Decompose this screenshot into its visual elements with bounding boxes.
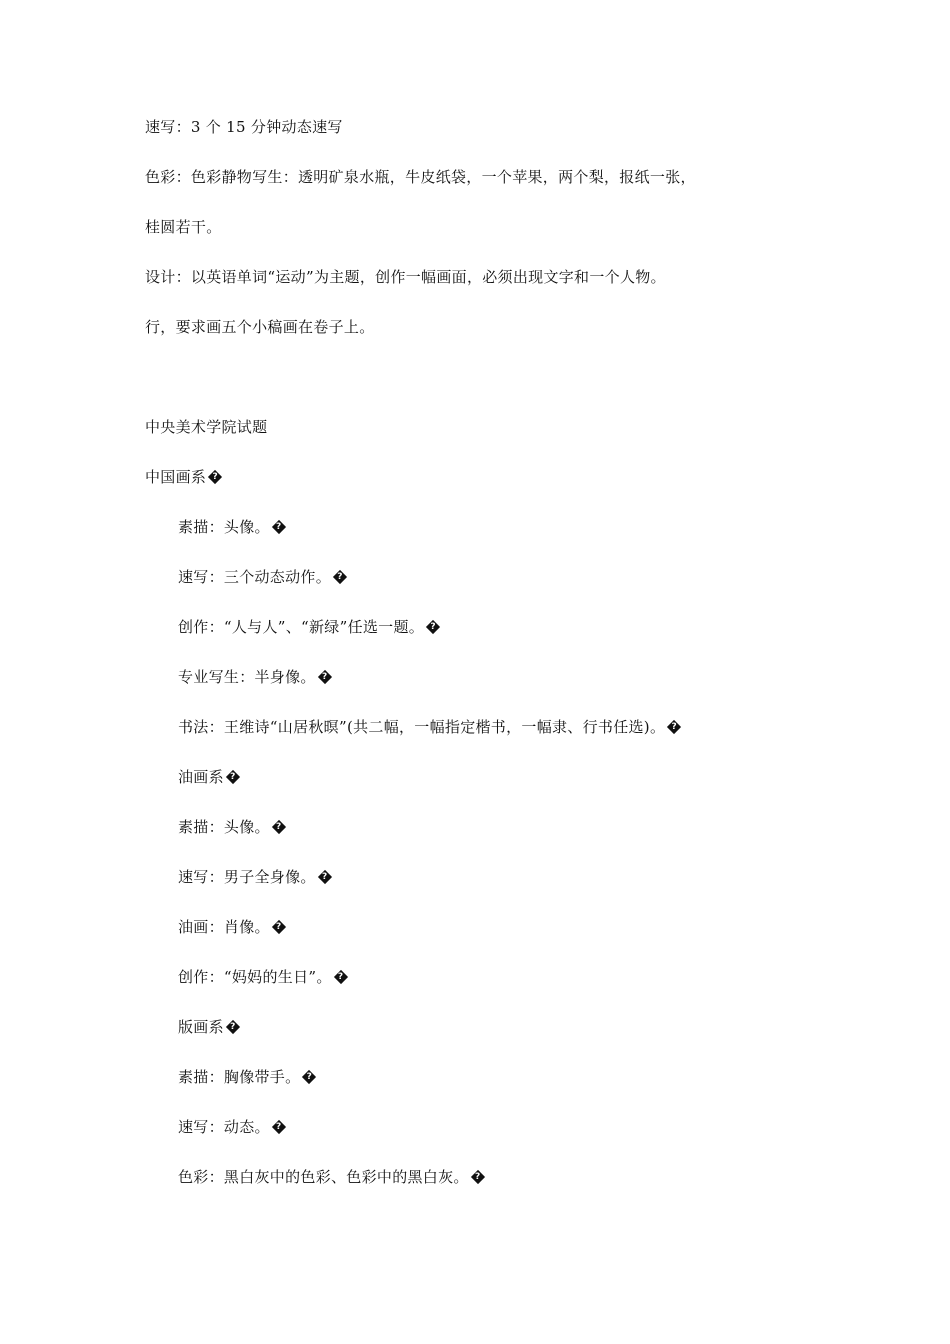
text-line-oil-portrait: 油画：肖像。? bbox=[178, 917, 286, 937]
text-line-mothers-birthday: 创作：“妈妈的生日”。? bbox=[178, 967, 348, 987]
text-line-color-still-life: 色彩：色彩静物写生：透明矿泉水瓶，牛皮纸袋，一个苹果，两个梨，报纸一张， bbox=[145, 168, 696, 186]
text-line-creation-topics: 创作：“人与人”、“新绿”任选一题。? bbox=[178, 617, 440, 637]
text-line-sketch-portrait: 素描：头像。? bbox=[178, 517, 286, 537]
replacement-char-icon bbox=[333, 570, 347, 584]
text-line-half-body: 专业写生：半身像。? bbox=[178, 667, 332, 687]
text-line-calligraphy: 书法：王维诗“山居秋暝”(共二幅，一幅指定楷书，一幅隶、行书任选)。? bbox=[178, 717, 681, 737]
text-line-bust-with-hands: 素描：胸像带手。? bbox=[178, 1067, 316, 1087]
text-line-color-continued: 桂圆若干。 bbox=[145, 218, 222, 236]
replacement-char-icon bbox=[302, 1070, 316, 1084]
replacement-char-icon bbox=[426, 620, 440, 634]
replacement-char-icon bbox=[208, 470, 222, 484]
replacement-char-icon bbox=[226, 770, 240, 784]
text-line-design: 设计：以英语单词“运动”为主题，创作一幅画面，必须出现文字和一个人物。 bbox=[145, 268, 666, 286]
text-line-sketch-dynamic: 速写：3 个 15 分钟动态速写 bbox=[145, 118, 343, 136]
text-line-design-continued: 行，要求画五个小稿画在卷子上。 bbox=[145, 318, 375, 336]
section-heading-cafa-exam: 中央美术学院试题 bbox=[145, 418, 268, 436]
replacement-char-icon bbox=[667, 720, 681, 734]
replacement-char-icon bbox=[471, 1170, 485, 1184]
text-line-quick-sketch-actions: 速写：三个动态动作。? bbox=[178, 567, 347, 587]
replacement-char-icon bbox=[318, 870, 332, 884]
department-heading-chinese-painting: 中国画系? bbox=[145, 467, 222, 487]
department-heading-printmaking: 版画系? bbox=[178, 1017, 240, 1037]
replacement-char-icon bbox=[318, 670, 332, 684]
replacement-char-icon bbox=[272, 820, 286, 834]
replacement-char-icon bbox=[334, 970, 348, 984]
text-line-dynamic-sketch: 速写：动态。? bbox=[178, 1117, 286, 1137]
replacement-char-icon bbox=[226, 1020, 240, 1034]
replacement-char-icon bbox=[272, 520, 286, 534]
text-line-color-grayscale: 色彩：黑白灰中的色彩、色彩中的黑白灰。? bbox=[178, 1167, 485, 1187]
text-line-male-full-body: 速写：男子全身像。? bbox=[178, 867, 332, 887]
department-heading-oil-painting: 油画系? bbox=[178, 767, 240, 787]
replacement-char-icon bbox=[272, 1120, 286, 1134]
replacement-char-icon bbox=[272, 920, 286, 934]
text-line-oil-sketch-portrait: 素描：头像。? bbox=[178, 817, 286, 837]
